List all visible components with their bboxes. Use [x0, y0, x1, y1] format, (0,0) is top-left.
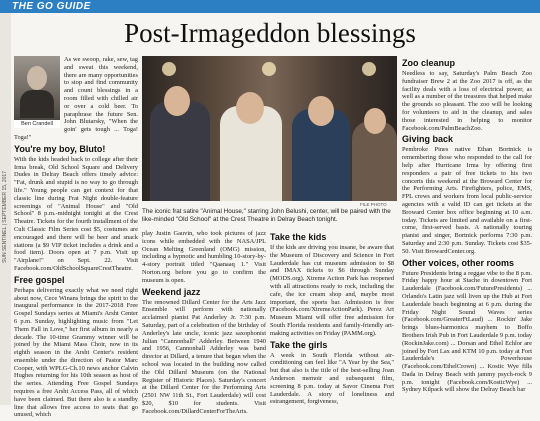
page-headline: Post-Irmageddon blessings	[124, 18, 416, 48]
intro-paragraph: As we swoop, rake, sew, tag and sweat this weekend, there are many opportunities to stop and find community and count blessings in a room filled with chilled air or over a cold beer. To paraphrase the future Sen. John Blutarsky, "When the goin' gets tough ... Toga! Toga!"	[14, 56, 138, 141]
author-photo	[14, 56, 60, 128]
section-heading: Free gospel	[14, 274, 65, 285]
section-heading: Other voices, other rooms	[402, 257, 515, 268]
feature-photo	[142, 56, 397, 201]
section-heading: Zoo cleanup	[402, 58, 456, 68]
article-paragraph: Needless to say, Saturday's Palm Beach Zoo fundraiser Brew 2 at the Zoo 2017 is off, as the facility deals with a loss of electrical power, as well as a number of the treasures that helped make the grounds so pleasant. The zoo will be looking for volunteers to aid in the cleanup, and sales those interested in helping to monitor Facebook.com/PalmBeachZoo.	[402, 70, 532, 132]
photo-credit: FILE PHOTO	[360, 202, 387, 207]
article-paragraph: If the kids are driving you insane, be aware that the Museum of Discovery and Science in Fort Lauderdale has cut museum admission to $8 and IMAX tickets to $6 through Sunday (MODS.org). Xtreme Action Park has reopened with all attractions ready to rock, including the cafe, the ice cream shop and, maybe most important, the sports bar. Admission is free (Facebook.com/XtremeActionPark). Perez Art Museum Miami will offer free admission for South Florida residents and family-friendly art-making activities on Friday (PAMM.org).	[270, 244, 394, 337]
article-paragraph: Future Presidents bring a reggae vibe to the 8 p.m. Friday happy hour at Stache in downtown Fort Lauderdale (Facebook.com/FuturePresidents) ... Orlando's Latin jazz will liven up the Hub at Fort Lauderdale beach beginning at 6 p.m. during the Friday Night Sound Waves series (Facebook.com/GreaterFtLaud) ... Rockin' Jake brings blues-harmonica mayhem to Boffo Brothers Irish Pub in Fort Lauderdale 9 p.m. today (RockinJake.com) ... Dorsan and Ethel Echlor are joined by Fort Lax and KTM 10 p.m. today at Fort Lauderdale's Powerhouse (Facebook.com/EthelCrown) ... Kostic Wye fills Dada in Delray Beach with jammy psych-rock 9 p.m. tonight (Facebook.com/KosticWye) ... Sydney Kilpack will show the Delray Beach bar	[402, 269, 532, 394]
column-4	[402, 56, 532, 396]
ceiling-light	[262, 62, 276, 76]
section-heading: Giving back	[402, 134, 454, 145]
article-paragraph: Pembroke Pines native Ethan Bortnick is remembering those who responded to the call for help after Hurricane Irma by offering first responders a pair of free tickets to his two concerts this weekend at the Broward Center for the Performing Arts. Firefighters, police, EMS, FPL crews and workers from local public-service agencies with a valid ID can get tickets at the Broward Center box office beginning at 10 a.m. today. Tickets are limited and available on a first-come, first-served basis. A nationally touring pianist and singer, Bortnick performs 7:30 p.m. Saturday and 2:30 p.m. Sunday. Tickets cost $35-50. Visit BrowardCenter.org.	[402, 146, 532, 255]
article-paragraph: The renowned Dillard Center for the Arts Jazz Ensemble will perform with nationally acclaimed pianist Pat Anderley Jr. 7:30 p.m. Saturday, part of a celebration of the birthday of Anderley's late uncle, iconic jazz saxophonist Julian "Cannonball" Adderley. Between 1940 and 1956, Cannonball Adderley was band director at Dillard, a tenure that began when the school was located in the building now called the Old Dillard Museum (on the National Register of Historic Places). Saturday's concert at the Dillard Center for the Performing Arts (2501 NW 11th St., Fort Lauderdale) will cost $20, $10 for students. Visit Facebook.com/DillardCenterForTheArts.	[142, 298, 266, 415]
photo-person-head	[308, 96, 334, 126]
article-paragraph: play Justin Gauvin, who took pictures of jazz icons while embedded with the NASA/JPL Ocean Melting Greenland (OMG) mission, including a hypnotic and humbling 10-story-by-4-story portrait titled "Qaanaaq 1." Visit Norton.org before you go to confirm the museum is open.	[142, 230, 266, 284]
article-paragraph: A week in South Florida without air-conditioning can feel like "A Year by the Sea," but that also is the title of the best-selling Joan Anderson memoir and subsequent film, screening 8 p.m. today at Savor Cinema Fort Lauderdale. A story of loneliness and estrangement, forgiveness,	[270, 351, 394, 406]
page-side-strip	[0, 13, 11, 405]
author-head	[27, 66, 47, 90]
photo-person	[150, 101, 210, 201]
ceiling-light	[362, 62, 376, 76]
photo-person-head	[164, 86, 190, 116]
column-2	[142, 230, 266, 418]
section-banner: THE GO GUIDE	[0, 0, 540, 13]
ceiling-light	[162, 62, 176, 76]
author-name: Ben Crandell	[14, 120, 60, 128]
section-heading: Weekend jazz	[142, 286, 201, 297]
photo-person-head	[364, 108, 386, 134]
section-heading: Take the girls	[270, 339, 328, 350]
article-paragraph: With the kids headed back to college after their Irma break, Old School Square and Delivery Dudes in Delray Beach offers timely advice: "Fat, drunk and stupid is no way to go through life." Young people can get context for that classic line during Frat Night double-feature screenings of "Animal House" and "Old School" 8 p.m.-midnight tonight at the Crest Theatre. Tickets for the fourth installment of the Cult Classic Film Series cost $5, costumes are encouraged and there will be beer and snack stations (a $9 VIP ticket includes a drink and a food item). Doors open at 7 p.m. Visit up "Airplane!" on Sept. 22. Visit Facebook.com/OldSchoolSquareCrestTheatre.	[14, 155, 138, 272]
column-1	[14, 56, 138, 421]
author-body	[20, 90, 54, 118]
section-heading: You're my boy, Bluto!	[14, 143, 106, 154]
side-strip-text: SUN SENTINEL | SEPTEMBER 15, 2017	[2, 171, 8, 263]
column-3	[270, 230, 394, 408]
section-heading: Take the kids	[270, 232, 327, 242]
photo-caption: The iconic frat satire "Animal House," starring John Belushi, center, will be paired with the like-minded "Old School" at the Crest Theatre in Delray Beach tonight.	[142, 208, 391, 223]
photo-person-head	[236, 92, 264, 124]
article-paragraph: Perhaps delivering exactly what we need right about now, Cece Winans brings the spirit to the inaugural performance in the 2017-2018 Free Gospel Sundays series at Miami's Arsht Center 6 p.m. Sunday, highlighting music from "Let Them Fall in Love," her first album in nearly a decade. The 10-time Grammy winner will be joined by the Miami Mass Choir, now in its eighth season in the Arsht Center's resident ensemble under the direction of Pastor Marc Cooper, with WPLG-Ch.10 news anchor Calvin Hughes returning for his 10th season as host of the series. Attending Free Gospel Sundays requires a free Arsht Access Pass, all of which have been claimed. But there also is a standby line that allows free access to seats that go unused, which	[14, 286, 138, 419]
